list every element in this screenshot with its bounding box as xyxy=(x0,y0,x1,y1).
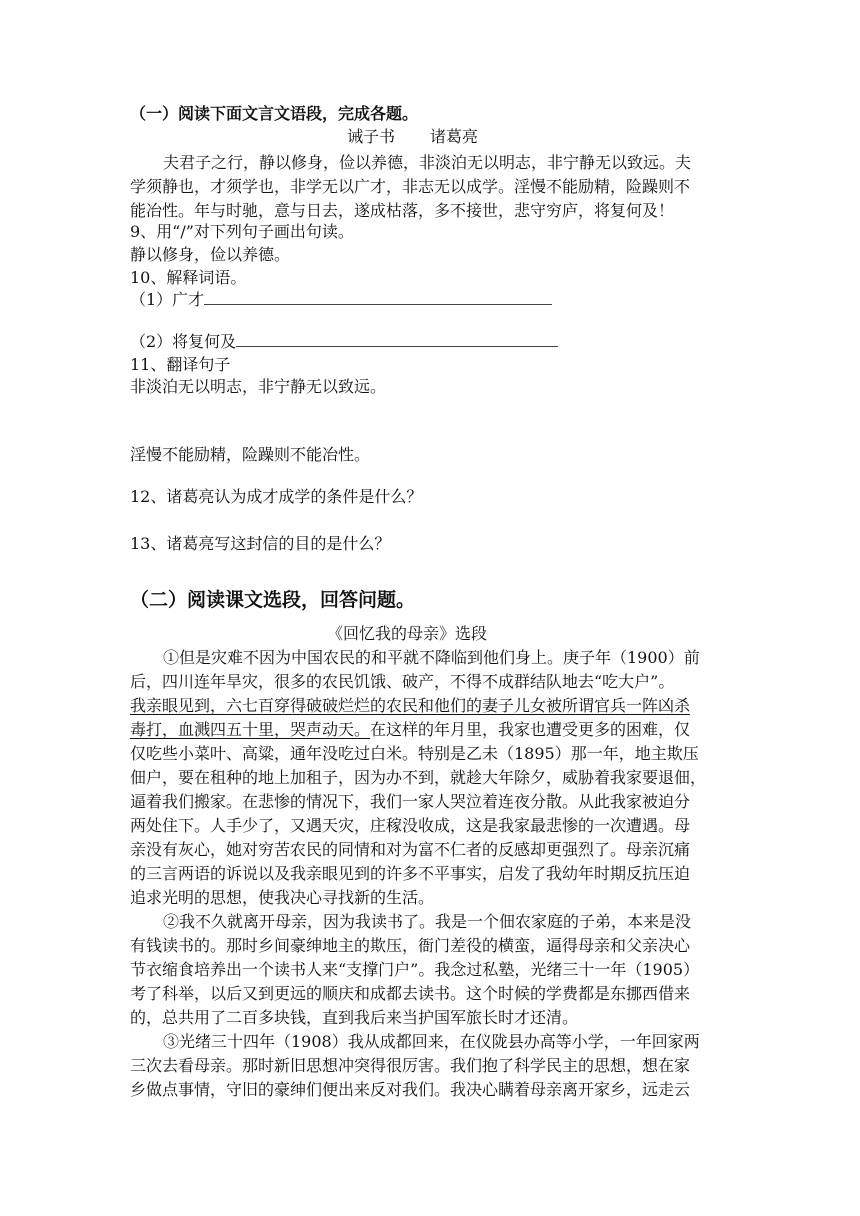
paragraph-2-line: 有钱读书的。那时乡间豪绅地主的欺压，衙门差役的横蛮，逼得母亲和父亲决心 xyxy=(130,936,691,955)
passage-line: 能冶性。年与时驰，意与日去，遂成枯落，多不接世，悲守穷庐，将复何及！ xyxy=(130,201,675,220)
paragraph-3-line: 三次去看母亲。那时新旧思想冲突得很厉害。我们抱了科学民主的思想，想在家 xyxy=(130,1056,691,1075)
paragraph-2-line: ②我不久就离开母亲，因为我读书了。我是一个佃农家庭的子弟，本来是没 xyxy=(163,912,692,931)
poem-title: 诫子书 xyxy=(347,127,396,146)
paragraph-1-line: ①但是灾难不因为中国农民的和平就不降临到他们身上。庚子年（1900）前 xyxy=(163,648,700,667)
excerpt-title: 《回忆我的母亲》选段 xyxy=(327,624,488,643)
question-10-2-row xyxy=(130,332,558,352)
paragraph-1-line: 仅吃些小菜叶、高粱，通年没吃过白米。特别是乙未（1895）那一年，地主欺压 xyxy=(130,744,699,763)
paragraph-1-line: 的三言两语的诉说以及我亲眼见到的许多不平事实，启发了我幼年时期反抗压迫 xyxy=(130,864,691,883)
paragraph-1-line: 后，四川连年旱灾，很多的农民饥饿、破产，不得不成群结队地去“吃大户”。 xyxy=(130,672,675,691)
passage-line: 学须静也，才须学也，非学无以广才，非志无以成学。淫慢不能励精，险躁则不 xyxy=(130,177,691,196)
question-10: 10、解释词语。 xyxy=(130,268,247,287)
question-10-1-row xyxy=(130,290,552,310)
poem-author: 诸葛亮 xyxy=(430,127,479,146)
underlined-sentence-end: 毒打，血溅四五十里，哭声动天。 xyxy=(130,720,371,739)
paragraph-3-line: ③光绪三十四年（1908）我从成都回来，在仪陇县办高等小学，一年回家两 xyxy=(163,1032,700,1051)
question-9: 9、用“/”对下列句子画出句读。 xyxy=(130,222,354,241)
passage-line: 夫君子之行，静以修身，俭以养德，非淡泊无以明志，非宁静无以致远。夫 xyxy=(163,153,692,172)
paragraph-1-line: 亲没有灰心，她对穷苦农民的同情和对为富不仁者的反感却更强烈了。母亲沉痛 xyxy=(130,840,691,859)
paragraph-1-line: 逼着我们搬家。在悲惨的情况下，我们一家人哭泣着连夜分散。从此我家被迫分 xyxy=(130,792,691,811)
paragraph-3-line: 乡做点事情，守旧的豪绅们便出来反对我们。我决心瞒着母亲离开家乡，远走云 xyxy=(130,1080,691,1099)
section1-heading: （一）阅读下面文言文语段，完成各题。 xyxy=(130,104,419,123)
question-10-1-label: （1）广才 xyxy=(130,290,205,309)
paragraph-2-line: 的，总共用了二百多块钱，直到我后来当护国军旅长时才还清。 xyxy=(130,1008,579,1027)
question-12: 12、诸葛亮认为成才成学的条件是什么？ xyxy=(130,487,423,506)
paragraph-1-line: 两处住下。人手少了，又遇天灾，庄稼没收成，这是我家最悲惨的一次遭遇。母 xyxy=(130,816,691,835)
question-10-2-label: （2）将复何及 xyxy=(130,332,237,351)
paragraph-1-line-rest: 在这样的年月里，我家也遭受更多的困难，仅 xyxy=(370,720,691,739)
underlined-sentence: 我亲眼见到，六七百穿得破破烂烂的农民和他们的妻子儿女被所谓官兵一阵凶杀 xyxy=(130,696,691,715)
section2-heading: （二）阅读课文选段，回答问题。 xyxy=(130,589,416,611)
question-9-sentence: 静以修身，俭以养德。 xyxy=(130,245,291,264)
question-11: 11、翻译句子 xyxy=(130,355,231,374)
paragraph-1-line: 追求光明的思想，使我决心寻找新的生活。 xyxy=(130,888,435,907)
paragraph-1-line xyxy=(130,720,690,740)
paragraph-2-line: 节衣缩食培养出一个读书人来“支撑门户”。我念过私塾，光绪三十一年（1905） xyxy=(130,960,700,979)
question-11-sentence-1: 非淡泊无以明志，非宁静无以致远。 xyxy=(130,377,387,396)
answer-blank-10-1[interactable] xyxy=(204,290,552,305)
question-13: 13、诸葛亮写这封信的目的是什么？ xyxy=(130,534,391,553)
paragraph-1-line: 佃户，要在租种的地上加租子，因为办不到，就趁大年除夕，威胁着我家要退佃， xyxy=(130,768,707,787)
question-11-sentence-2: 淫慢不能励精，险躁则不能冶性。 xyxy=(130,445,371,464)
paragraph-2-line: 考了科举，以后又到更远的顺庆和成都去读书。这个时候的学费都是东挪西借来 xyxy=(130,984,691,1003)
answer-blank-10-2[interactable] xyxy=(236,332,558,347)
